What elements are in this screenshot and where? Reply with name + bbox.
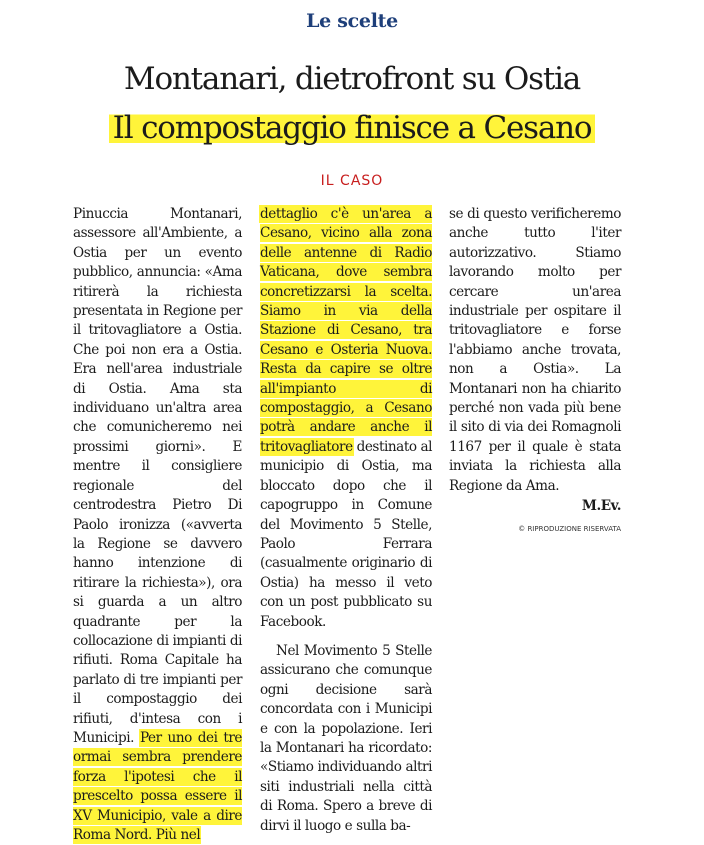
paragraph [260,205,432,632]
kicker: IL CASO [320,173,384,189]
copyright-notice: © RIPRODUZIONE RISERVATA [518,524,621,533]
article-column-2 [260,205,432,836]
author-signature: M.Ev. [581,498,621,515]
highlighted-text: Per uno dei tre ormai sembra prendere forza l'ipotesi che il prescelto possa essere il XV Municipio, vale a dire Roma Nord. Più nel [73,729,242,843]
headline: Montanari, dietrofront su Ostia [123,61,581,97]
highlighted-text: dettaglio c'è un'area a Cesano, vicino alla zona delle antenne di Radio Vaticana, dove sembra concretizzarsi la scelta. Siamo in via della Stazione di Cesano, tra Cesano e Osteria Nuova. Resta da capire se oltre all'impianto di compostaggio, a Cesano potrà andare anche il tritovagliatore [260,206,432,455]
paragraph-text: destinato al municipio di Ostia, ma bloccato dopo che il capogruppo in Comune del Movimento 5 Stelle, Paolo Ferrara (casualmente originario di Ostia) ha messo il veto con un post pubblicato su Facebook. [260,438,432,630]
subheadline [0,108,704,148]
article-column-3 [449,205,621,535]
paragraph [73,205,242,845]
article-column-1 [73,205,242,845]
paragraph-text: Pinuccia Montanari, assessore all'Ambiente, a Ostia per un evento pubblico, annuncia: «Ama ritirerà la richiesta presentata in Regione per il tritovagliatore a Ostia. Che poi non era a Ostia. Era nell'area industriale di Ostia. Ama sta individuano un'altra area che comunicheremo nei prossimi giorni». E mentre il consigliere regionale del centrodestra Pietro Di Paolo ironizza («avverta la Regione se davvero hanno intenzione di ritirare la richiesta»), ora si guarda a un altro quadrante per la collocazione di impianti di rifiuti. Roma Capitale ha parlato di tre impianti per il compostaggio dei rifiuti, d'intesa con i Municipi. [73,206,242,746]
paragraph: Nel Movimento 5 Stelle assicurano che comunque ogni decisione sarà concordata con i Municipi e con la popolazione. Ieri la Montanari ha ricordato: «Stiamo individuando altri siti industriali nella città di Roma. Spero a breve di dirvi il luogo e sulla ba- [260,642,432,834]
section-label: Le scelte [306,10,398,32]
paragraph: se di questo verificheremo anche tutto l'iter autorizzativo. Stiamo lavorando molto per cercare un'area industriale per ospitare il tritovagliatore e forse l'abbiamo anche trovata, non a Ostia». La Montanari non ha chiarito perché non vada più bene il sito di via dei Romagnoli 1167 per il quale è stata inviata la richiesta alla Regione da Ama. [449,206,621,494]
subheadline-text: Il compostaggio finisce a Cesano [109,110,596,146]
